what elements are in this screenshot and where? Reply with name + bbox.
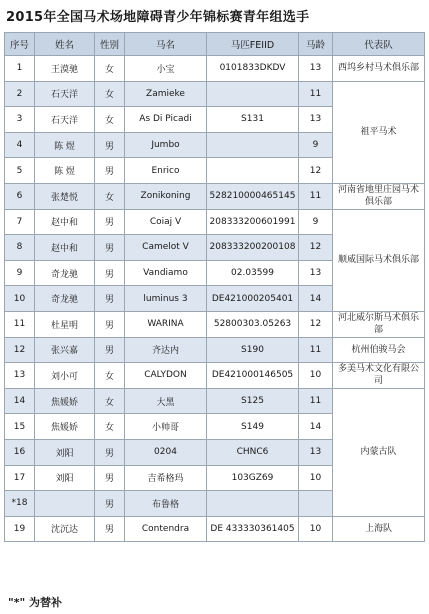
cell-horse: CALYDON	[125, 363, 207, 389]
cell-horse: Zamieke	[125, 81, 207, 107]
cell-name: 杜星明	[35, 311, 95, 337]
cell-name: 王漠驰	[35, 56, 95, 82]
cell-horse-age: 14	[299, 414, 333, 440]
table-row	[5, 363, 425, 389]
cell-gender: 男	[95, 516, 125, 542]
cell-name: 奇龙驰	[35, 260, 95, 286]
footnote: "*" 为替补	[8, 596, 63, 609]
cell-feiid: DE 433330361405	[207, 516, 299, 542]
cell-horse-age: 9	[299, 132, 333, 158]
cell-gender: 男	[95, 260, 125, 286]
cell-no: 14	[5, 388, 35, 414]
table-row	[5, 311, 425, 337]
table-row	[5, 388, 425, 414]
cell-no: 1	[5, 56, 35, 82]
cell-team: 祖平马术	[333, 81, 425, 183]
cell-feiid: 0101833DKDV	[207, 56, 299, 82]
table-row	[5, 56, 425, 82]
cell-gender: 男	[95, 311, 125, 337]
cell-horse: 齐达内	[125, 337, 207, 363]
cell-name: 奇龙驰	[35, 286, 95, 312]
cell-horse-age: 11	[299, 183, 333, 209]
cell-team: 河北威尔斯马术俱乐部	[333, 311, 425, 337]
cell-name: 张兴嘉	[35, 337, 95, 363]
cell-no: 2	[5, 81, 35, 107]
cell-horse-age: 9	[299, 209, 333, 235]
table-body	[5, 56, 425, 542]
cell-horse-age: 12	[299, 235, 333, 261]
cell-horse-age: 11	[299, 81, 333, 107]
cell-no: 9	[5, 260, 35, 286]
cell-feiid: S149	[207, 414, 299, 440]
cell-horse-age: 10	[299, 465, 333, 491]
cell-gender: 女	[95, 107, 125, 133]
cell-feiid: 528210000465145	[207, 183, 299, 209]
cell-feiid: 208333200200108	[207, 235, 299, 261]
cell-gender: 男	[95, 132, 125, 158]
cell-team: 上海队	[333, 516, 425, 542]
table-row	[5, 516, 425, 542]
cell-no: 7	[5, 209, 35, 235]
cell-team: 内蒙古队	[333, 388, 425, 516]
cell-name: 石天洋	[35, 107, 95, 133]
cell-no: *18	[5, 491, 35, 517]
cell-no: 3	[5, 107, 35, 133]
page-title: 2015年全国马术场地障碍青少年锦标赛青年组选手	[6, 10, 310, 25]
cell-feiid: S125	[207, 388, 299, 414]
cell-feiid: S131	[207, 107, 299, 133]
cell-horse-age: 10	[299, 516, 333, 542]
cell-gender: 男	[95, 491, 125, 517]
cell-name	[35, 491, 95, 517]
cell-horse-age: 12	[299, 158, 333, 184]
cell-horse-age: 14	[299, 286, 333, 312]
cell-horse-age: 11	[299, 388, 333, 414]
cell-no: 8	[5, 235, 35, 261]
cell-gender: 女	[95, 183, 125, 209]
cell-feiid: 208333200601991	[207, 209, 299, 235]
cell-no: 6	[5, 183, 35, 209]
cell-team: 杭州伯骏马会	[333, 337, 425, 363]
table-row	[5, 183, 425, 209]
cell-horse: Camelot V	[125, 235, 207, 261]
header-no: 序号	[5, 33, 35, 56]
cell-gender: 男	[95, 465, 125, 491]
cell-no: 10	[5, 286, 35, 312]
cell-name: 刘阳	[35, 465, 95, 491]
cell-horse-age: 13	[299, 56, 333, 82]
cell-gender: 男	[95, 235, 125, 261]
cell-horse-age: 12	[299, 311, 333, 337]
cell-no: 11	[5, 311, 35, 337]
header-feiid: 马匹FEIID	[207, 33, 299, 56]
cell-feiid	[207, 132, 299, 158]
cell-horse-age: 10	[299, 363, 333, 389]
cell-horse: 小帅哥	[125, 414, 207, 440]
cell-gender: 女	[95, 56, 125, 82]
cell-team: 多美马术文化有限公司	[333, 363, 425, 389]
cell-name: 焦媛娇	[35, 414, 95, 440]
cell-no: 5	[5, 158, 35, 184]
cell-feiid: CHNC6	[207, 439, 299, 465]
cell-team: 顺威国际马术俱乐部	[333, 209, 425, 311]
cell-feiid	[207, 491, 299, 517]
cell-no: 15	[5, 414, 35, 440]
cell-horse: Zonikoning	[125, 183, 207, 209]
cell-name: 沈沉达	[35, 516, 95, 542]
cell-gender: 女	[95, 81, 125, 107]
cell-horse: 小宝	[125, 56, 207, 82]
cell-no: 17	[5, 465, 35, 491]
cell-no: 12	[5, 337, 35, 363]
roster-table	[4, 32, 425, 542]
cell-name: 陈 煜	[35, 158, 95, 184]
cell-feiid: 02.03599	[207, 260, 299, 286]
table-header-row	[5, 33, 425, 56]
cell-gender: 女	[95, 388, 125, 414]
cell-feiid: S190	[207, 337, 299, 363]
cell-horse: luminus 3	[125, 286, 207, 312]
table-row	[5, 209, 425, 235]
cell-gender: 女	[95, 363, 125, 389]
cell-feiid	[207, 81, 299, 107]
cell-horse: 布鲁格	[125, 491, 207, 517]
cell-name: 赵中和	[35, 235, 95, 261]
cell-horse: As Di Picadi	[125, 107, 207, 133]
cell-horse-age: 13	[299, 107, 333, 133]
cell-horse-age	[299, 491, 333, 517]
cell-no: 19	[5, 516, 35, 542]
header-horse-age: 马龄	[299, 33, 333, 56]
cell-team: 河南省地里庄园马术俱乐部	[333, 183, 425, 209]
cell-name: 陈 煜	[35, 132, 95, 158]
cell-horse-age: 13	[299, 439, 333, 465]
header-gender: 性别	[95, 33, 125, 56]
cell-horse: Jumbo	[125, 132, 207, 158]
cell-name: 焦媛娇	[35, 388, 95, 414]
cell-horse: 0204	[125, 439, 207, 465]
table-row	[5, 337, 425, 363]
cell-gender: 女	[95, 414, 125, 440]
cell-gender: 男	[95, 158, 125, 184]
header-horse: 马名	[125, 33, 207, 56]
cell-horse-age: 13	[299, 260, 333, 286]
cell-feiid	[207, 158, 299, 184]
cell-name: 赵中和	[35, 209, 95, 235]
cell-name: 刘小可	[35, 363, 95, 389]
cell-feiid: DE421000205401	[207, 286, 299, 312]
cell-horse-age: 11	[299, 337, 333, 363]
cell-no: 16	[5, 439, 35, 465]
cell-gender: 男	[95, 209, 125, 235]
cell-horse: Contendra	[125, 516, 207, 542]
cell-name: 张楚悦	[35, 183, 95, 209]
cell-gender: 男	[95, 286, 125, 312]
cell-horse: Coiaj V	[125, 209, 207, 235]
cell-horse: Vandiamo	[125, 260, 207, 286]
cell-name: 刘阳	[35, 439, 95, 465]
cell-horse: 大黑	[125, 388, 207, 414]
cell-name: 石天洋	[35, 81, 95, 107]
cell-team: 西坞乡村马术俱乐部	[333, 56, 425, 82]
cell-horse: WARINA	[125, 311, 207, 337]
cell-no: 13	[5, 363, 35, 389]
cell-gender: 男	[95, 337, 125, 363]
cell-horse: 吉希格玛	[125, 465, 207, 491]
cell-feiid: 52800303.05263	[207, 311, 299, 337]
cell-feiid: DE421000146505	[207, 363, 299, 389]
table-row	[5, 81, 425, 107]
cell-horse: Enrico	[125, 158, 207, 184]
cell-feiid: 103GZ69	[207, 465, 299, 491]
header-name: 姓名	[35, 33, 95, 56]
header-team: 代表队	[333, 33, 425, 56]
cell-gender: 男	[95, 439, 125, 465]
cell-no: 4	[5, 132, 35, 158]
